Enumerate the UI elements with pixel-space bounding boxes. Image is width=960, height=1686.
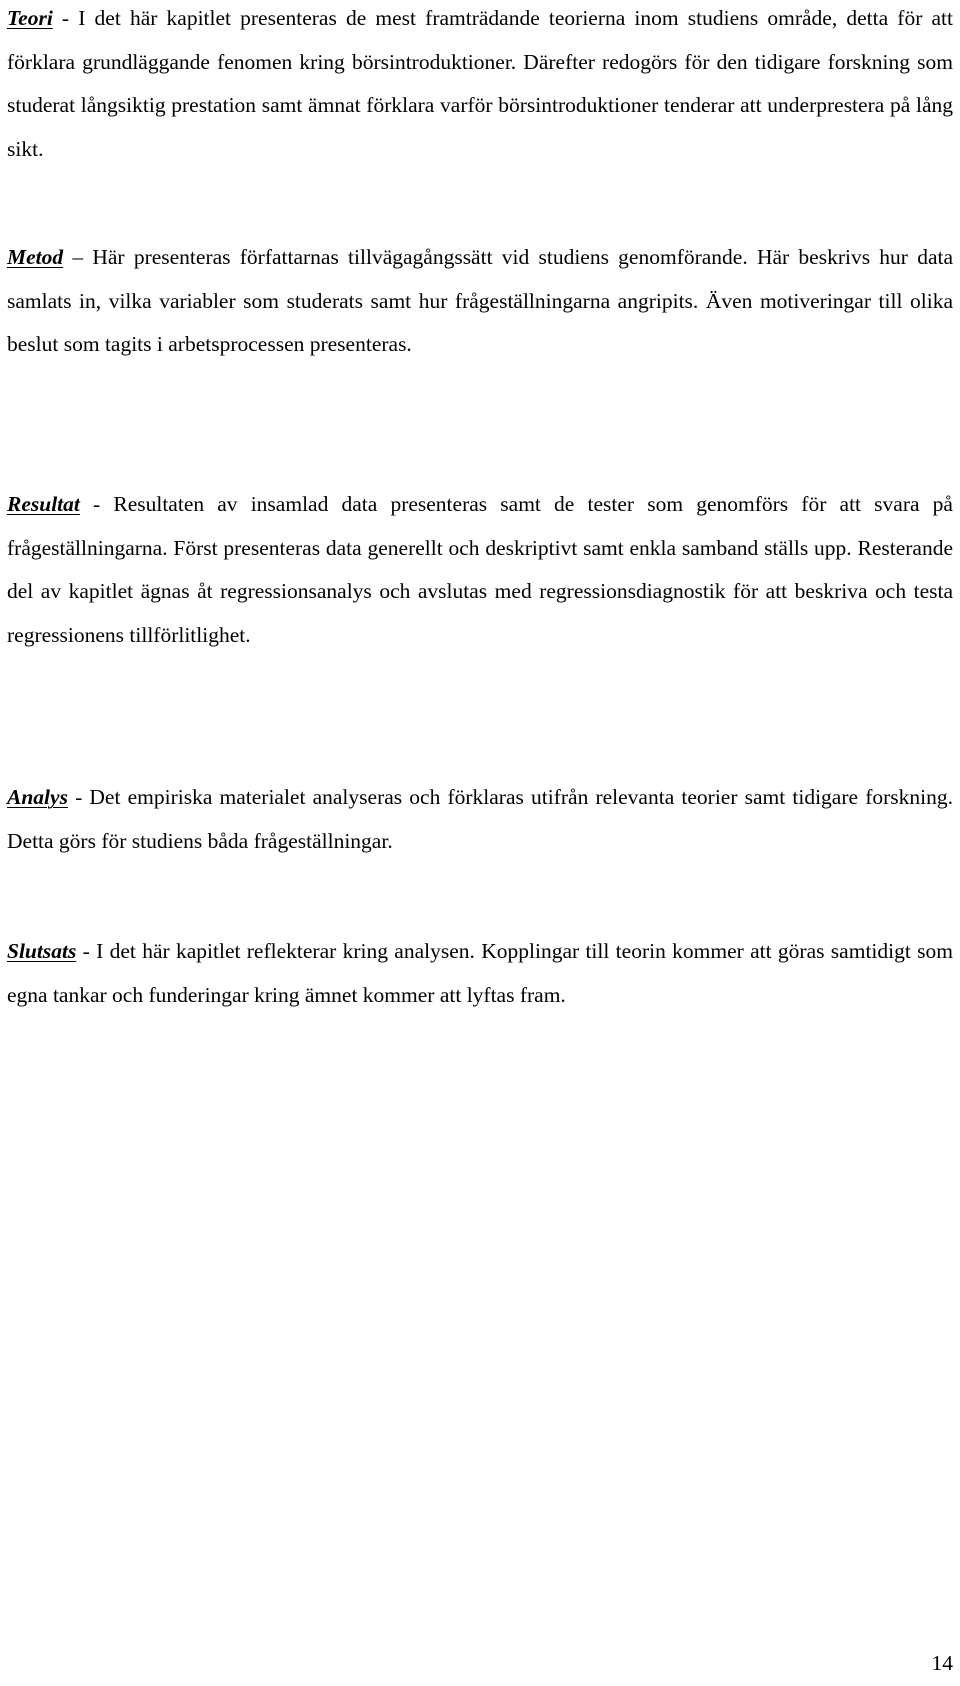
section-text-resultat: Resultaten av insamlad data presenteras samt de tester som genomförs för att svara på frågeställningarna. Först presenteras data generellt och deskriptivt samt enkla samband ställs upp. Resterande del av kapitlet ägnas åt regressionsanalys och avslutas med regressionsdiagnostik för att beskriva och testa regressionens tillförlitlighet. — [7, 492, 953, 647]
section-term-slutsats: Slutsats — [7, 939, 77, 963]
section-term-metod: Metod — [7, 245, 64, 269]
section-analys — [7, 776, 953, 863]
section-metod — [7, 236, 953, 367]
section-separator: - — [67, 785, 90, 809]
section-separator: - — [79, 492, 114, 516]
section-separator: – — [63, 245, 93, 269]
section-teori — [7, 0, 953, 171]
section-separator: - — [76, 939, 97, 963]
section-term-teori: Teori — [7, 6, 53, 30]
section-text-slutsats: I det här kapitlet reflekterar kring analysen. Kopplingar till teorin kommer att göras samtidigt som egna tankar och funderingar kring ämnet kommer att lyftas fram. — [7, 939, 953, 1007]
section-text-metod: Här presenteras författarnas tillvägagångssätt vid studiens genomförande. Här beskrivs hur data samlats in, vilka variabler som studerats samt hur frågeställningarna angripits. Även motiveringar till olika beslut som tagits i arbetsprocessen presenteras. — [7, 245, 954, 356]
section-term-resultat: Resultat — [7, 492, 80, 516]
section-text-analys: Det empiriska materialet analyseras och förklaras utifrån relevanta teorier samt tidigare forskning. Detta görs för studiens båda frågeställningar. — [7, 785, 953, 853]
section-slutsats — [7, 930, 953, 1017]
section-text-teori: I det här kapitlet presenteras de mest framträdande teorierna inom studiens område, detta för att förklara grundläggande fenomen kring börsintroduktioner. Därefter redogörs för den tidigare forskning som studerat långsiktig prestation samt ämnat förklara varför börsintroduktioner tenderar att underprestera på lång sikt. — [7, 6, 953, 161]
section-separator: - — [52, 6, 79, 30]
section-resultat — [7, 483, 953, 657]
section-term-analys: Analys — [7, 785, 68, 809]
page-number: 14 — [931, 1651, 953, 1675]
